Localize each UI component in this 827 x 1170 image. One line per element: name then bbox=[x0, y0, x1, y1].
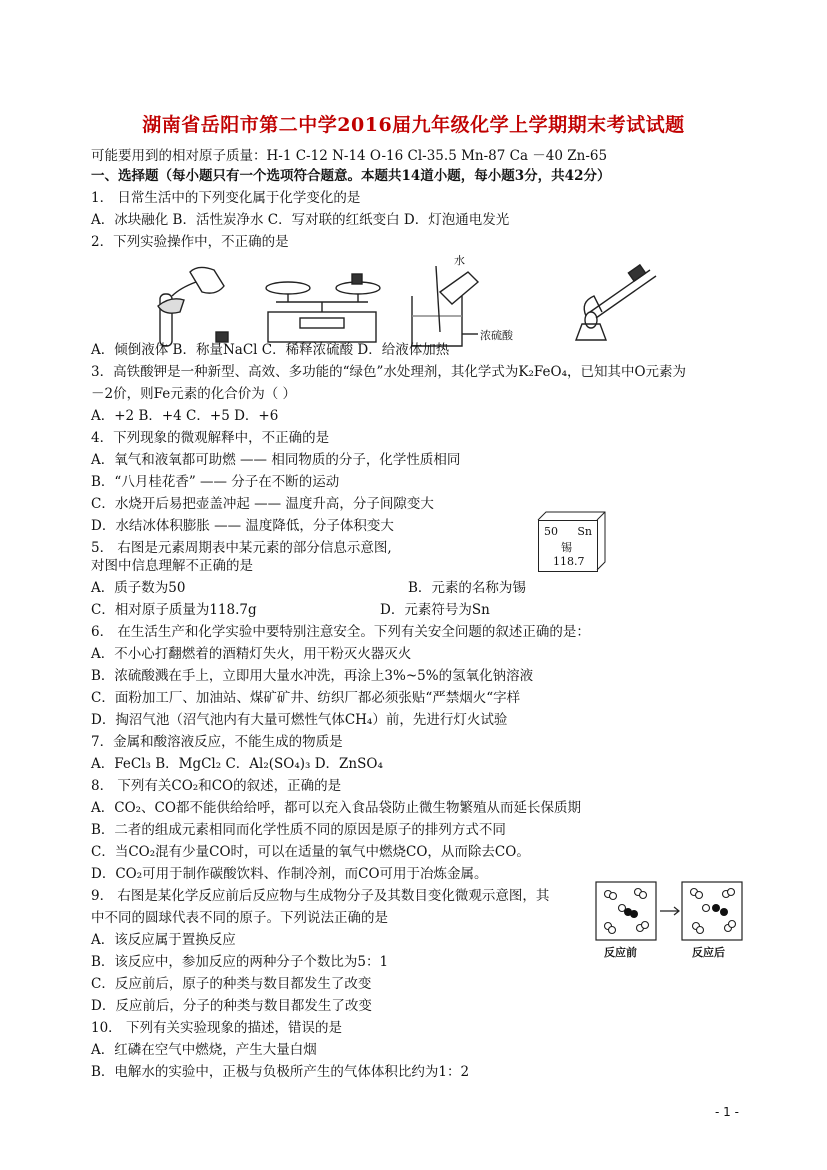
question-10-b: B．电解水的实验中，正极与负极所产生的气体体积比约为1：2 bbox=[91, 1064, 470, 1080]
page-title: 湖南省岳阳市第二中学2016届九年级化学上学期期末考试试题 bbox=[142, 114, 685, 136]
question-5-a: A．质子数为50 bbox=[91, 580, 186, 596]
after-label: 反应后 bbox=[692, 946, 725, 959]
question-5-cont: 对图中信息理解不正确的是 bbox=[91, 558, 253, 574]
element-card-depth bbox=[538, 512, 608, 574]
question-3: 3．高铁酸钾是一种新型、高效、多功能的“绿色”水处理剂，其化学式为K₂FeO₄，已知其中O元素为 bbox=[91, 364, 687, 380]
fig-q2-experiments bbox=[150, 252, 670, 352]
water-label: 水 bbox=[454, 254, 465, 267]
question-10-a: A．红磷在空气中燃烧，产生大量白烟 bbox=[91, 1042, 317, 1058]
question-8-c: C．当CO₂混有少量CO时，可以在适量的氧气中燃烧CO，从而除去CO。 bbox=[91, 844, 530, 860]
element-symbol: Sn bbox=[577, 525, 592, 538]
question-8: 8． 下列有关CO₂和CO的叙述，正确的是 bbox=[91, 778, 342, 794]
question-1-options: A．冰块融化 B．活性炭净水 C．写对联的红纸变白 D．灯泡通电发光 bbox=[91, 212, 510, 228]
question-9-a: A．该反应属于置换反应 bbox=[91, 932, 236, 948]
question-9-d: D．反应前后，分子的种类与数目都发生了改变 bbox=[91, 998, 372, 1014]
question-1: 1． 日常生活中的下列变化属于化学变化的是 bbox=[91, 190, 361, 206]
page-number: - 1 - bbox=[715, 1105, 739, 1119]
element-number: 50 bbox=[544, 525, 558, 538]
before-label: 反应前 bbox=[604, 946, 637, 959]
question-9: 9． 右图是某化学反应前后反应物与生成物分子及其数目变化微观示意图，其 bbox=[91, 888, 550, 904]
question-3-options: A．+2 B．+4 C．+5 D．+6 bbox=[91, 408, 279, 424]
question-8-a: A．CO₂、CO都不能供给给呼，都可以充入食品袋防止微生物繁殖从而延长保质期 bbox=[91, 800, 581, 816]
question-5-c: C．相对原子质量为118.7g bbox=[91, 602, 257, 618]
question-2: 2．下列实验操作中，不正确的是 bbox=[91, 234, 289, 250]
question-9-b: B．该反应中，参加反应的两种分子个数比为5：1 bbox=[91, 954, 389, 970]
fig-q9-reaction bbox=[594, 880, 744, 960]
question-4-d: D．水结冰体积膨胀 —— 温度降低，分子体积变大 bbox=[91, 518, 394, 534]
pouring-liquid-illustration bbox=[158, 267, 228, 346]
atomic-mass-note: 可能要用到的相对原子质量：H-1 C-12 N-14 O-16 Cl-35.5 Mn-87 Ca －40 Zn-65 bbox=[91, 148, 608, 164]
element-name: 锡 bbox=[561, 541, 572, 554]
diluting-acid-illustration bbox=[412, 253, 514, 346]
question-5-d: D．元素符号为Sn bbox=[380, 602, 490, 618]
question-8-b: B．二者的组成元素相同而化学性质不同的原因是原子的排列方式不同 bbox=[91, 822, 506, 838]
question-6-b: B．浓硫酸溅在手上，立即用大量水冲洗，再涂上3%~5%的氢氧化钠溶液 bbox=[91, 668, 534, 684]
question-2-options: A．倾倒液体 B．称量NaCl C．稀释浓硫酸 D．给液体加热 bbox=[91, 342, 450, 358]
question-6-a: A．不小心打翻燃着的酒精灯失火，用干粉灭火器灭火 bbox=[91, 646, 412, 662]
question-8-d: D．CO₂可用于制作碳酸饮料、作制冷剂，而CO可用于冶炼金属。 bbox=[91, 866, 488, 882]
question-7-options: A．FeCl₃ B．MgCl₂ C．Al₂(SO₄)₃ D．ZnSO₄ bbox=[91, 756, 383, 772]
question-7: 7．金属和酸溶液反应，不能生成的物质是 bbox=[91, 734, 343, 750]
section-heading: 一、选择题（每小题只有一个选项符合题意。本题共14道小题，每小题3分，共42分） bbox=[91, 168, 611, 184]
question-3-cont: －2价，则Fe元素的化合价为（ ） bbox=[91, 386, 296, 402]
balance-illustration bbox=[266, 274, 380, 342]
question-6: 6． 在生活生产和化学实验中要特别注意安全。下列有关安全问题的叙述正确的是： bbox=[91, 624, 590, 640]
question-6-d: D．掏沼气池（沼气池内有大量可燃性气体CH₄）前，先进行灯火试验 bbox=[91, 712, 508, 728]
question-4-b: B．“八月桂花香” —— 分子在不断的运动 bbox=[91, 474, 340, 490]
question-10: 10． 下列有关实验现象的描述，错误的是 bbox=[91, 1020, 342, 1036]
question-5-b: B．元素的名称为锡 bbox=[408, 580, 526, 596]
question-4: 4．下列现象的微观解释中，不正确的是 bbox=[91, 430, 330, 446]
question-9-cont: 中不同的圆球代表不同的原子。下列说法正确的是 bbox=[91, 910, 388, 926]
question-4-a: A．氧气和液氧都可助燃 —— 相同物质的分子，化学性质相同 bbox=[91, 452, 461, 468]
heating-liquid-illustration bbox=[576, 265, 656, 340]
element-mass: 118.7 bbox=[553, 555, 585, 568]
question-6-c: C．面粉加工厂、加油站、煤矿矿井、纺织厂都必须张贴“严禁烟火“字样 bbox=[91, 690, 521, 706]
question-4-c: C．水烧开后易把壶盖冲起 —— 温度升高，分子间隙变大 bbox=[91, 496, 434, 512]
question-9-c: C．反应前后，原子的种类与数目都发生了改变 bbox=[91, 976, 372, 992]
acid-label: 浓硫酸 bbox=[480, 329, 513, 342]
question-5: 5． 右图是元素周期表中某元素的部分信息示意图, bbox=[91, 540, 392, 556]
